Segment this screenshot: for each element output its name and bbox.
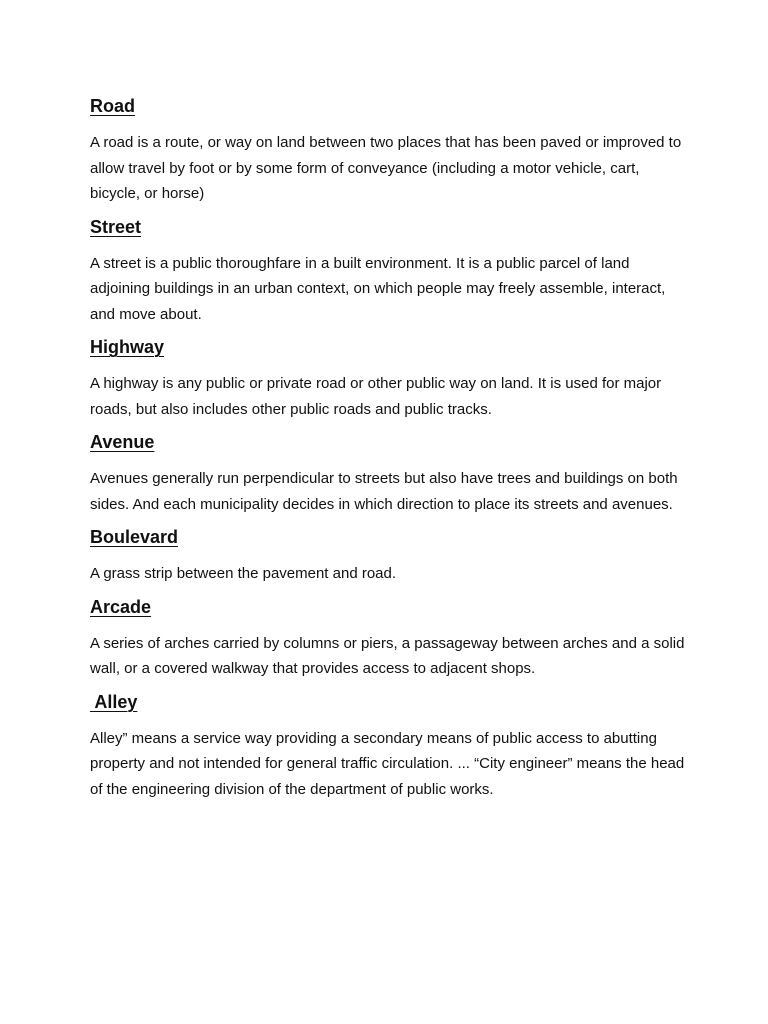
- section-text: A road is a route, or way on land between two places that has been paved or improved to allow travel by foot or by some form of conveyance (including a motor vehicle, cart, bicycle, or horse): [90, 134, 682, 202]
- section-text: Alley” means a service way providing a secondary means of public access to abutting property and not intended for general traffic circulation. ... “City engineer” means the head of the engineering division of the department of public works.: [90, 729, 685, 798]
- section-text: Avenues generally run perpendicular to streets but also have trees and buildings on both sides. And each municipality decides in which direction to place its streets and avenues.: [90, 470, 678, 513]
- section-text: A grass strip between the pavement and road.: [90, 565, 397, 582]
- section-heading: Boulevard: [90, 527, 179, 547]
- section-alley: [90, 690, 690, 803]
- section-heading: Highway: [90, 337, 165, 357]
- section-text: A highway is any public or private road or other public way on land. It is used for major roads, but also includes other public roads and public tracks.: [90, 375, 662, 418]
- section-text: A series of arches carried by columns or piers, a passageway between arches and a solid wall, or a covered walkway that provides access to adjacent shops.: [90, 634, 685, 677]
- section-boulevard: [90, 525, 690, 587]
- section-road: [90, 94, 690, 207]
- section-heading: Road: [90, 96, 135, 116]
- section-arcade: [90, 595, 690, 682]
- section-text: A street is a public thoroughfare in a built environment. It is a public parcel of land adjoining buildings in an urban context, on which people may freely assemble, interact, and move about.: [90, 254, 666, 323]
- section-heading: Alley: [90, 691, 138, 712]
- section-heading: Avenue: [90, 432, 155, 452]
- document-page: [90, 94, 690, 810]
- section-heading: Street: [90, 216, 142, 237]
- section-street: [90, 215, 690, 328]
- section-heading: Arcade: [90, 596, 152, 617]
- section-highway: [90, 335, 690, 422]
- section-avenue: [90, 430, 690, 517]
